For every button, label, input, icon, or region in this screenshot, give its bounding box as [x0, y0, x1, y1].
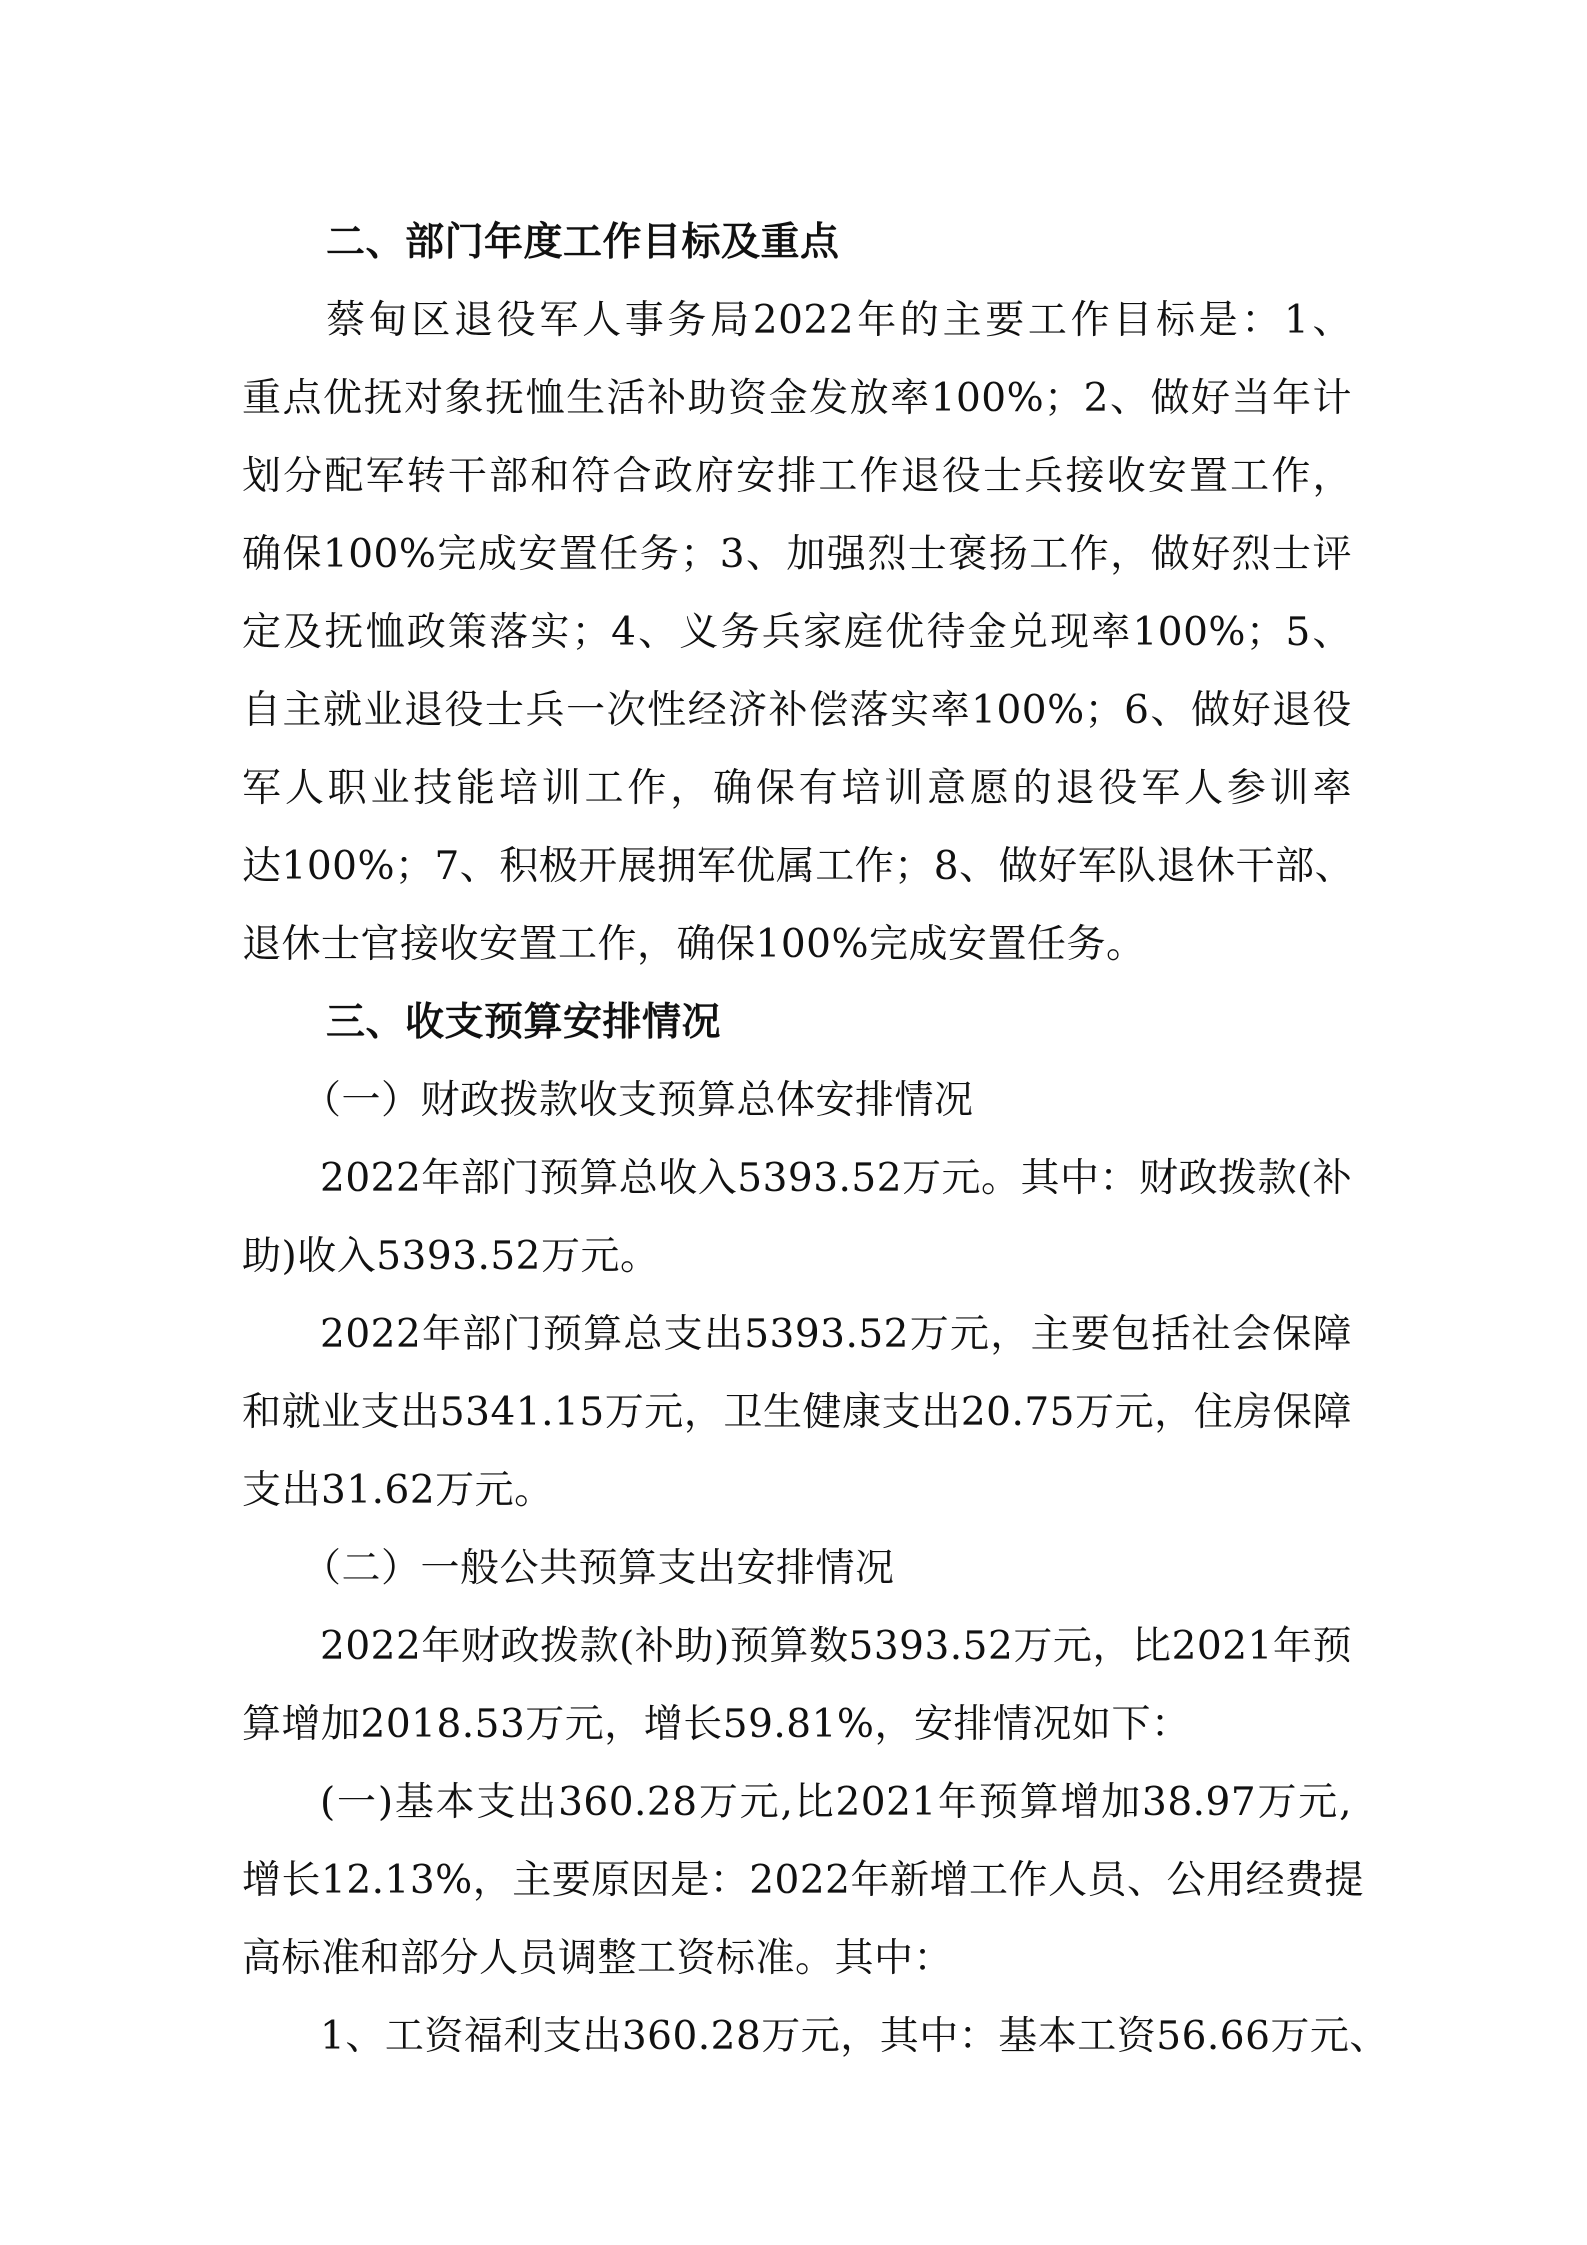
subsection-2-title: （二）一般公共预算支出安排情况 — [302, 1546, 895, 1591]
basic-expenditure-line: 增长12.13%，主要原因是：2022年新增工作人员、公用经费提 — [242, 1858, 1364, 1903]
subsection-1-title: （一）财政拨款收支预算总体安排情况 — [302, 1078, 974, 1123]
section-2-heading: 二、部门年度工作目标及重点 — [326, 220, 840, 265]
expenditure-paragraph-line: 和就业支出5341.15万元，卫生健康支出20.75万元，住房保障 — [242, 1390, 1352, 1435]
income-paragraph-line: 2022年部门预算总收入5393.52万元。其中：财政拨款(补 — [320, 1156, 1353, 1201]
section-2-text-line: 确保100%完成安置任务；3、加强烈士褒扬工作，做好烈士评 — [242, 532, 1352, 577]
section-2-text-line: 重点优抚对象抚恤生活补助资金发放率100%；2、做好当年计 — [242, 376, 1352, 421]
section-2-text-line: 退休士官接收安置工作，确保100%完成安置任务。 — [242, 922, 1146, 967]
section-3-heading: 三、收支预算安排情况 — [326, 1000, 722, 1045]
document-body — [242, 204, 1389, 2076]
section-2-text-line: 达100%；7、积极开展拥军优属工作；8、做好军队退休干部、 — [242, 844, 1355, 889]
basic-expenditure-line: (一)基本支出360.28万元,比2021年预算增加38.97万元, — [320, 1780, 1352, 1825]
section-2-text-line: 军人职业技能培训工作，确保有培训意愿的退役军人参训率 — [242, 766, 1352, 811]
budget-paragraph-line: 算增加2018.53万元，增长59.81%，安排情况如下： — [242, 1702, 1191, 1747]
section-2-text-line: 划分配军转干部和符合政府安排工作退役士兵接收安置工作， — [242, 454, 1352, 499]
expenditure-paragraph-line: 支出31.62万元。 — [242, 1468, 554, 1513]
section-2-text-line: 蔡甸区退役军人事务局2022年的主要工作目标是：1、 — [326, 298, 1352, 343]
income-paragraph-line: 助)收入5393.52万元。 — [242, 1234, 660, 1279]
basic-expenditure-line: 高标准和部分人员调整工资标准。其中： — [242, 1936, 954, 1981]
expenditure-paragraph-line: 2022年部门预算总支出5393.52万元，主要包括社会保障 — [320, 1312, 1352, 1357]
section-2-text-line: 定及抚恤政策落实；4、义务兵家庭优待金兑现率100%；5、 — [242, 610, 1352, 655]
section-2-text-line: 自主就业退役士兵一次性经济补偿落实率100%；6、做好退役 — [242, 688, 1352, 733]
salary-expenditure-line: 1、工资福利支出360.28万元，其中：基本工资56.66万元、 — [320, 2014, 1389, 2059]
budget-paragraph-line: 2022年财政拨款(补助)预算数5393.52万元，比2021年预 — [320, 1624, 1352, 1669]
